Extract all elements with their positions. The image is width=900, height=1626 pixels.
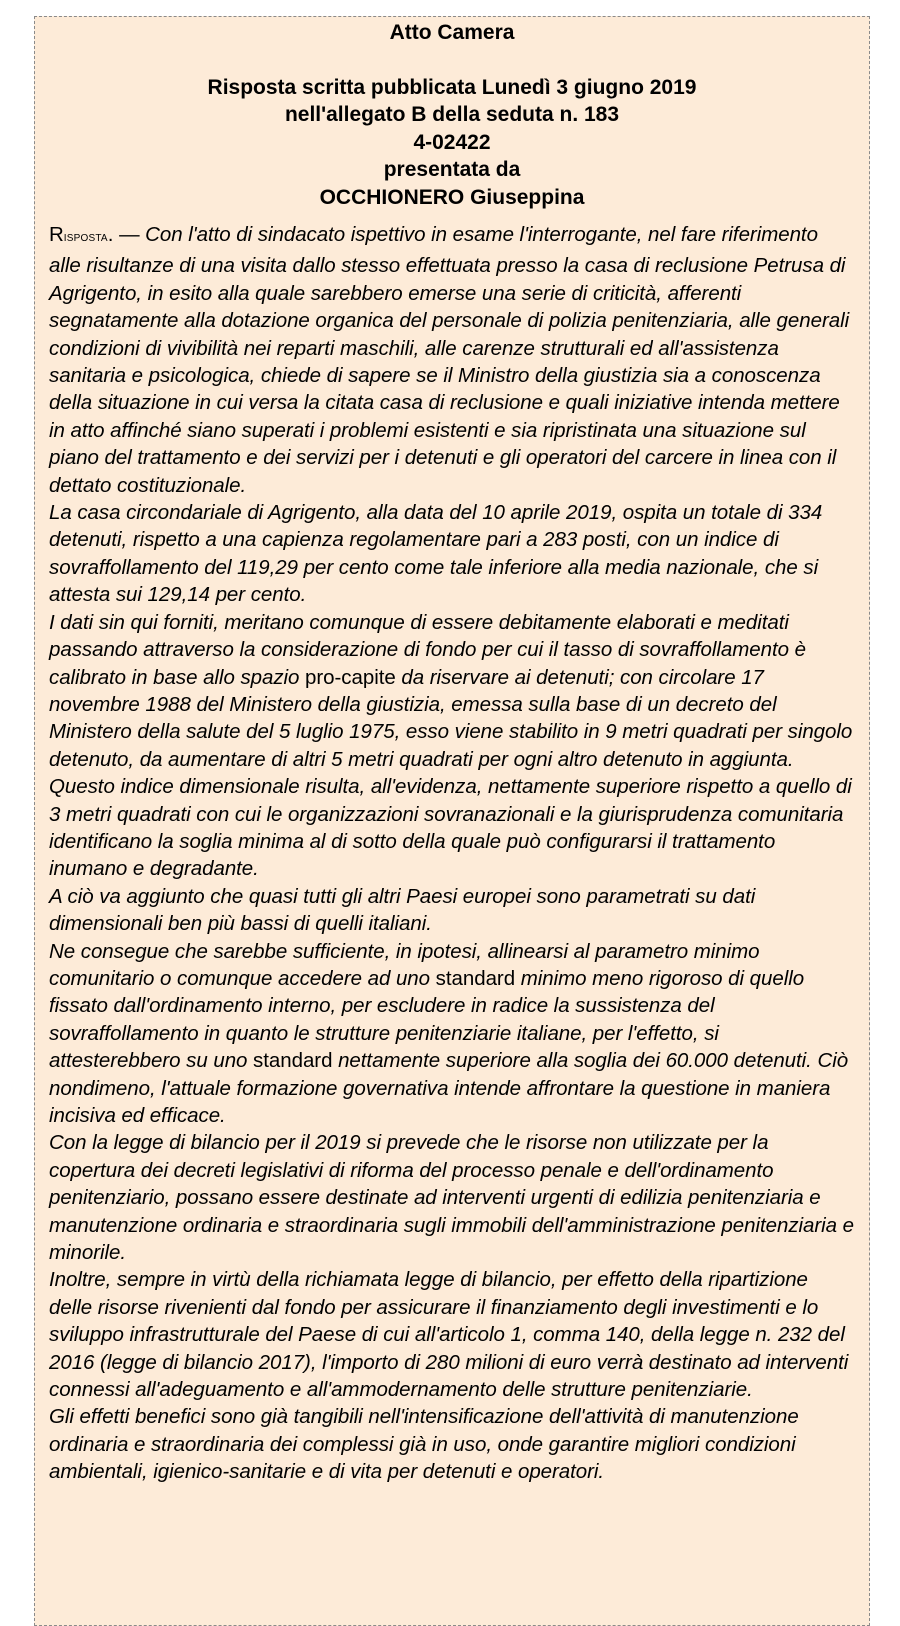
- answer-paragraph-9: Gli effetti benefici sono già tangibili nell'intensificazione dell'attività di manutenzione ordinaria e straordinaria dei complessi già in uso, onde garantire migliori condizioni ambientali, igienico-sanitarie e di vita per detenuti e operatori.: [49, 1405, 799, 1484]
- answer-lead-cap: R: [49, 223, 64, 246]
- publication-line: Risposta scritta pubblicata Lunedì 3 giugno 2019: [207, 75, 697, 99]
- author-name: OCCHIONERO Giuseppina: [319, 185, 585, 209]
- paragraph-6-upright-1: standard: [435, 966, 516, 990]
- answer-paragraph-5: A ciò va aggiunto che quasi tutti gli altri Paesi europei sono parametrati su dati dimensionali ben più bassi di quelli italiani.: [49, 884, 756, 936]
- paragraph-3-text-b: da riservare ai detenuti; con circolare 17 novembre 1988 del Ministero della giustizia, emessa sulla base di un decreto del Ministero della salute del 5 luglio 1975, esso viene stabilito in 9 metri quadrati per singolo detenuto, da aumentare di altri 5 metri quadrati per ogni altro detenuto in aggiunta.: [49, 665, 853, 771]
- paragraph-6-text-a: Ne consegue che sarebbe sufficiente, in ipotesi, allinearsi al parametro minimo comunitario o comunque accedere ad uno: [49, 939, 760, 990]
- document-header: [49, 19, 855, 211]
- answer-lead-rest: ISPOSTA: [63, 233, 108, 244]
- paragraph-6-text-b: minimo meno rigoroso di quello fissato dall'ordinamento interno, per escludere in radice la sussistenza del sovraffollamento in quanto le strutture penitenziarie italiane, per l'effetto, si attesterebbero su uno: [49, 966, 805, 1073]
- act-number: 4-02422: [413, 130, 491, 154]
- document-title: Atto Camera: [389, 21, 515, 44]
- presented-by-label: presentata da: [383, 158, 521, 181]
- answer-paragraph-2: La casa circondariale di Agrigento, alla data del 10 aprile 2019, ospita un totale di 334 detenuti, rispetto a una capienza regolamentare pari a 283 posti, con un indice di sovraffollamento del 119,29 per cento come tale inferiore alla media nazionale, che si attesta sui 129,14 per cento.: [49, 501, 823, 607]
- answer-lead-separator: . —: [107, 223, 146, 246]
- session-line: nell'allegato B della seduta n. 183: [284, 103, 620, 126]
- header-spacer: [49, 47, 855, 74]
- answer-paragraph-8: Inoltre, sempre in virtù della richiamata legge di bilancio, per effetto della ripartizione delle risorse rivenienti dal fondo per assicurare il finanziamento degli investimenti e lo sviluppo infrastrutturale del Paese di cui all'articolo 1, comma 140, della legge n. 232 del 2016 (legge di bilancio 2017), l'importo di 280 milioni di euro verrà destinato ad interventi connessi all'adeguamento e all'ammodernamento delle strutture penitenziarie.: [49, 1268, 849, 1402]
- paragraph-3-text-a: I dati sin qui forniti, meritano comunque di essere debitamente elaborati e meditati passando attraverso la considerazione di fondo per cui il tasso di sovraffollamento è calibrato in base allo spazio: [49, 610, 806, 689]
- paragraph-1-text: Con l'atto di sindacato ispettivo in esame l'interrogante, nel fare riferimento alle risultanze di una visita dallo stesso effettuata presso la casa di reclusione Petrusa di Agrigento, in esito alla quale sarebbero emerse una serie di criticità, afferenti segnatamente alla dotazione organica del personale di polizia penitenziaria, alle generali condizioni di vivibilità nei reparti maschili, alle carenze strutturali ed all'assistenza sanitaria e psicologica, chiede di sapere se il Ministro della giustizia sia a conoscenza della situazione in cui versa la citata casa di reclusione e quali iniziative intenda mettere in atto affinché siano superati i problemi esistenti e sia ripristinata una situazione sul piano del trattamento e dei servizi per i detenuti e gli operatori del carcere in linea con il dettato costituzionale.: [49, 223, 850, 497]
- answer-paragraph-3: [49, 609, 855, 773]
- answer-paragraph-6: [49, 938, 855, 1130]
- answer-paragraph-7: Con la legge di bilancio per il 2019 si prevede che le risorse non utilizzate per la copertura dei decreti legislativi di riforma del processo penale e dell'ordinamento penitenziario, possano essere destinate ad interventi urgenti di edilizia penitenziaria e manutenzione ordinaria e straordinaria sugli immobili dell'amministrazione penitenziaria e minorile.: [49, 1131, 855, 1265]
- paragraph-6-upright-2: standard: [253, 1049, 333, 1073]
- answer-body: [49, 221, 855, 1486]
- answer-lead: [49, 223, 145, 246]
- paragraph-6-text-c: nettamente superiore alla soglia dei 60.000 detenuti. Ciò nondimeno, l'attuale formazione governativa intende affrontare la questione in maniera incisiva ed efficace.: [49, 1049, 849, 1127]
- document-sheet: [34, 16, 870, 1626]
- paragraph-3-upright: pro-capite: [305, 665, 396, 689]
- answer-paragraph-1: [49, 221, 855, 499]
- answer-paragraph-4: Questo indice dimensionale risulta, all'evidenza, nettamente superiore rispetto a quello di 3 metri quadrati con cui le organizzazioni sovranazionali e la giurisprudenza comunitaria identificano la soglia minima al di sotto della quale può configurarsi il trattamento inumano e degradante.: [49, 775, 852, 881]
